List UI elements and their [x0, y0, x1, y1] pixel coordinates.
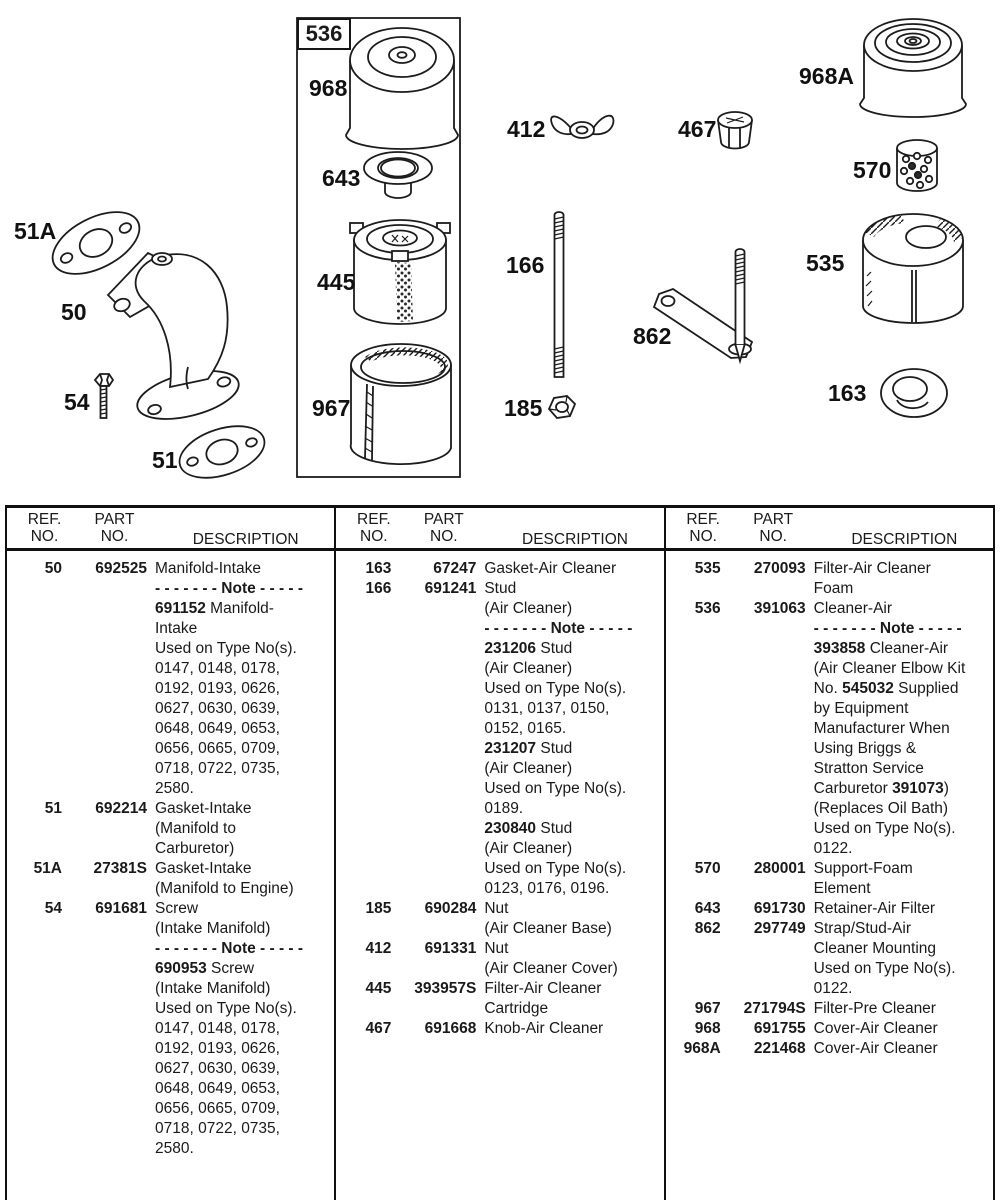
table-row: [336, 899, 663, 939]
part-label-185: 185: [504, 395, 543, 421]
part-label-967: 967: [312, 395, 351, 421]
table-column-rows: [666, 551, 993, 1059]
cell-ref-no: 163: [365, 560, 392, 577]
cell-part-no: 691681: [95, 900, 147, 917]
cell-ref-no: 445: [365, 980, 392, 997]
cell-ref-no: 50: [44, 560, 62, 577]
cell-part-no: 692525: [95, 560, 147, 577]
cell-part-no: 691730: [753, 900, 806, 917]
cell-ref-no: 535: [694, 560, 721, 577]
part-label-467: 467: [678, 116, 717, 142]
header-part-no: PART NO.: [753, 511, 794, 545]
cell-ref-no: 412: [365, 940, 392, 957]
header-description: DESCRIPTION: [851, 531, 958, 548]
support-570-drawing: [897, 140, 937, 191]
cell-description: Filter-Air Cleaner Cartridge: [484, 980, 602, 1017]
part-label-535: 535: [806, 250, 845, 276]
cell-ref-no: 166: [365, 580, 392, 597]
knob-467-drawing: [718, 112, 752, 149]
part-label-570: 570: [853, 157, 892, 183]
table-row: [7, 859, 334, 899]
table-header-row: [666, 508, 993, 551]
cell-ref-no: 467: [365, 1020, 392, 1037]
cell-part-no: 297749: [753, 920, 806, 937]
cell-part-no: 691331: [424, 940, 477, 957]
cell-description: Manifold-Intake - - - - - - - Note - - - - - 691152 Manifold- Intake Used on Type No(s). 0147, 0148, 0178, 0192, 0193, 0626, 0627, 0630, 0639, 0648, 0649, 0653, 0656, 0665, 0709, 0718, 0722, 0735, 2580.: [155, 560, 304, 797]
table-row: [7, 799, 334, 859]
table-header-row: [336, 508, 663, 551]
part-label-54: 54: [64, 389, 90, 415]
table-column: [334, 508, 663, 1200]
cell-description: Gasket-Intake (Manifold to Carburetor): [155, 800, 252, 857]
cell-ref-no: 643: [694, 900, 721, 917]
cell-description: Filter-Pre Cleaner: [813, 1000, 936, 1017]
table-header-row: [7, 508, 334, 551]
cell-description: Strap/Stud-Air Cleaner Mounting Used on Type No(s). 0122.: [813, 920, 956, 997]
cell-description: Gasket-Intake (Manifold to Engine): [155, 860, 294, 897]
table-row: [336, 939, 663, 979]
cell-description: Screw (Intake Manifold) - - - - - - - Note - - - - - 690953 Screw (Intake Manifold) Used on Type No(s). 0147, 0148, 0178, 0192, 0193, 0626, 0627, 0630, 0639, 0648, 0649, 0653, 0656, 0665, 0709, 0718, 0722, 0735, 2580.: [155, 900, 304, 1157]
cell-ref-no: 536: [694, 600, 721, 617]
cell-ref-no: 862: [694, 920, 721, 937]
header-description: DESCRIPTION: [522, 531, 628, 548]
cell-ref-no: 51: [44, 800, 62, 817]
table-row: [666, 1019, 993, 1039]
table-row: [336, 559, 663, 579]
table-row: [666, 999, 993, 1019]
cell-part-no: 691668: [424, 1020, 477, 1037]
table-row: [666, 919, 993, 999]
part-label-166: 166: [506, 252, 545, 278]
cell-description: Stud (Air Cleaner) - - - - - - - Note - - - - - 231206 Stud (Air Cleaner) Used on Type No(s). 0131, 0137, 0150, 0152, 0165. 231207 Stud (Air Cleaner) Used on Type No(s). 0189. 230840 Stud (Air Cleaner) Used on Type No(s). 0123, 0176, 0196.: [484, 580, 633, 897]
cell-ref-no: 54: [44, 900, 62, 917]
table-row: [666, 859, 993, 899]
cell-part-no: 391063: [753, 600, 806, 617]
part-label-412: 412: [507, 116, 546, 142]
parts-table: [5, 505, 995, 1200]
washer-163-drawing: [881, 369, 947, 417]
cell-part-no: 690284: [424, 900, 477, 917]
part-label-50: 50: [61, 299, 87, 325]
table-row: [666, 559, 993, 599]
part-label-536: 536: [297, 18, 351, 50]
cell-part-no: 67247: [433, 560, 477, 577]
nut-185-drawing: [549, 396, 575, 418]
part-label-51A: 51A: [14, 218, 57, 244]
cell-ref-no: 967: [694, 1000, 721, 1017]
cell-part-no: 280001: [753, 860, 806, 877]
cell-part-no: 692214: [95, 800, 147, 817]
part-label-445: 445: [317, 269, 356, 295]
cell-description: Support-Foam Element: [813, 860, 913, 897]
table-row: [7, 559, 334, 799]
part-label-51: 51: [152, 447, 178, 473]
table-row: [7, 899, 334, 1159]
cell-ref-no: 185: [365, 900, 392, 917]
table-row: [666, 899, 993, 919]
cell-description: Nut (Air Cleaner Cover): [484, 940, 618, 977]
cell-part-no: 27381S: [93, 860, 147, 877]
cell-description: Filter-Air Cleaner Foam: [813, 560, 931, 597]
cell-part-no: 393957S: [414, 980, 477, 997]
cell-description: Nut (Air Cleaner Base): [484, 900, 612, 937]
header-part-no: PART NO.: [423, 511, 464, 545]
cell-part-no: 691755: [753, 1020, 806, 1037]
precleaner-967-drawing: [351, 344, 451, 464]
wingnut-412-drawing: [551, 116, 613, 138]
part-label-643: 643: [322, 165, 361, 191]
table-column-rows: [7, 551, 334, 1159]
table-column: [664, 508, 993, 1200]
table-column: [7, 508, 334, 1200]
cell-part-no: 691241: [424, 580, 477, 597]
header-part-no: PART NO.: [94, 511, 135, 545]
cover-968-drawing: [346, 28, 458, 149]
cell-description: Cover-Air Cleaner: [813, 1040, 938, 1057]
exploded-view-diagram: [0, 0, 1000, 505]
part-label-163: 163: [828, 380, 867, 406]
header-description: DESCRIPTION: [192, 531, 299, 548]
cartridge-445-drawing: [350, 220, 450, 324]
table-row: [336, 1019, 663, 1039]
cell-description: Knob-Air Cleaner: [484, 1020, 604, 1037]
part-label-862: 862: [633, 323, 672, 349]
table-column-rows: [336, 551, 663, 1039]
header-ref-no: REF. NO.: [27, 511, 62, 545]
screw-54-drawing: [95, 374, 113, 418]
table-row: [336, 979, 663, 1019]
manifold-50-drawing: [108, 253, 244, 428]
table-row: [336, 579, 663, 899]
table-row: [666, 599, 993, 859]
cell-ref-no: 968A: [683, 1040, 721, 1057]
cell-part-no: 271794S: [743, 1000, 806, 1017]
cell-description: Cover-Air Cleaner: [813, 1020, 938, 1037]
cell-ref-no: 968: [694, 1020, 721, 1037]
header-ref-no: REF. NO.: [357, 511, 391, 545]
cell-description: Cleaner-Air - - - - - - - Note - - - - - 393858 Cleaner-Air (Air Cleaner Elbow Kit No. 545032 Supplied by Equipment Manufacturer When Using Briggs & Stratton Service Carburetor 391073) (Replaces Oil Bath) Used on Type No(s). 0122.: [813, 600, 966, 857]
cover-968A-drawing: [860, 19, 966, 117]
part-label-968A: 968A: [799, 63, 854, 89]
header-ref-no: REF. NO.: [686, 511, 720, 545]
cell-description: Gasket-Air Cleaner: [484, 560, 617, 577]
cell-ref-no: 570: [694, 860, 721, 877]
cell-part-no: 270093: [753, 560, 806, 577]
foam-535-drawing: [863, 214, 963, 323]
stud-166-drawing: [555, 212, 564, 377]
cell-description: Retainer-Air Filter: [813, 900, 936, 917]
cell-part-no: 221468: [753, 1040, 806, 1057]
retainer-643-drawing: [364, 152, 432, 198]
cell-ref-no: 51A: [33, 860, 62, 877]
gasket-51-drawing: [173, 417, 271, 488]
table-row: [666, 1039, 993, 1059]
part-label-968: 968: [309, 75, 348, 101]
